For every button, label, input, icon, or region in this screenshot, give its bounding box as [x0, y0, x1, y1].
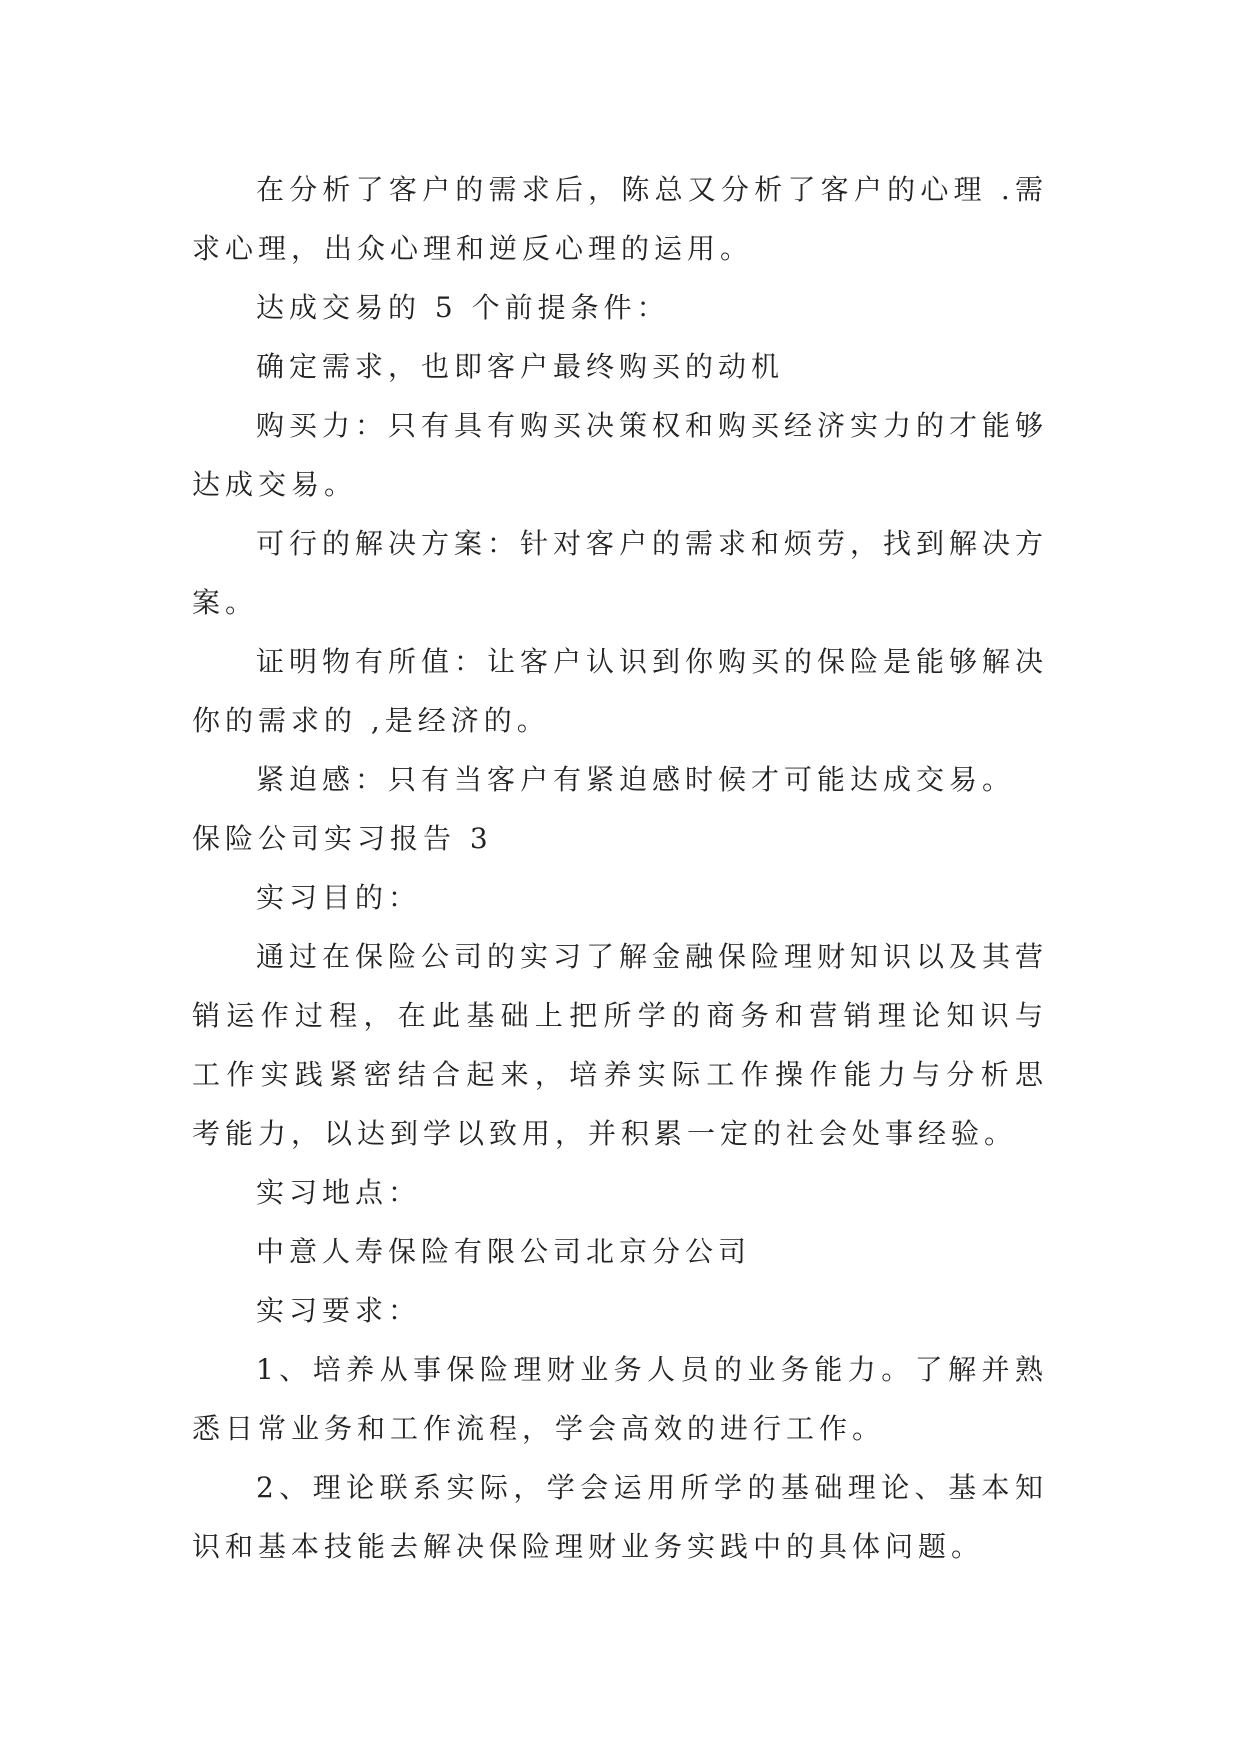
requirement-item: 2、理论联系实际，学会运用所学的基础理论、基本知识和基本技能去解决保险理财业务实践中的具体问题。: [192, 1471, 1048, 1563]
paragraph-urgency: 紧迫感：只有当客户有紧迫感时候才可能达成交易。: [256, 763, 1016, 796]
requirements-label: 实习要求：: [256, 1294, 422, 1327]
document-body: [192, 160, 1048, 1576]
paragraph-value-proof: 证明物有所值：让客户认识到你购买的保险是能够解决你的需求的 ,是经济的。: [192, 645, 1049, 737]
requirement-item: 1、培养从事保险理财业务人员的业务能力。了解并熟悉日常业务和工作流程，学会高效的进行工作。: [192, 1353, 1048, 1445]
location-text: 中意人寿保险有限公司北京分公司: [256, 1235, 752, 1268]
purpose-label: 实习目的：: [256, 881, 422, 914]
location-label: 实习地点：: [256, 1176, 422, 1209]
paragraph-feasible-solution: 可行的解决方案：针对客户的需求和烦劳，找到解决方案。: [192, 527, 1049, 619]
section-title: 保险公司实习报告 3: [192, 822, 493, 855]
paragraph-confirm-needs: 确定需求，也即客户最终购买的动机: [256, 350, 785, 383]
purpose-text: 通过在保险公司的实习了解金融保险理财知识以及其营销运作过程，在此基础上把所学的商务和营销理论知识与工作实践紧密结合起来，培养实际工作操作能力与分析思考能力，以达到学以致用，并积累一定的社会处事经验。: [192, 940, 1049, 1150]
paragraph-customer-psychology: 在分析了客户的需求后，陈总又分析了客户的心理 .需求心理，出众心理和逆反心理的运用。: [192, 173, 1048, 265]
paragraph-purchasing-power: 购买力：只有具有购买决策权和购买经济实力的才能够达成交易。: [192, 409, 1049, 501]
paragraph-deal-conditions: 达成交易的 5 个前提条件：: [256, 291, 670, 324]
